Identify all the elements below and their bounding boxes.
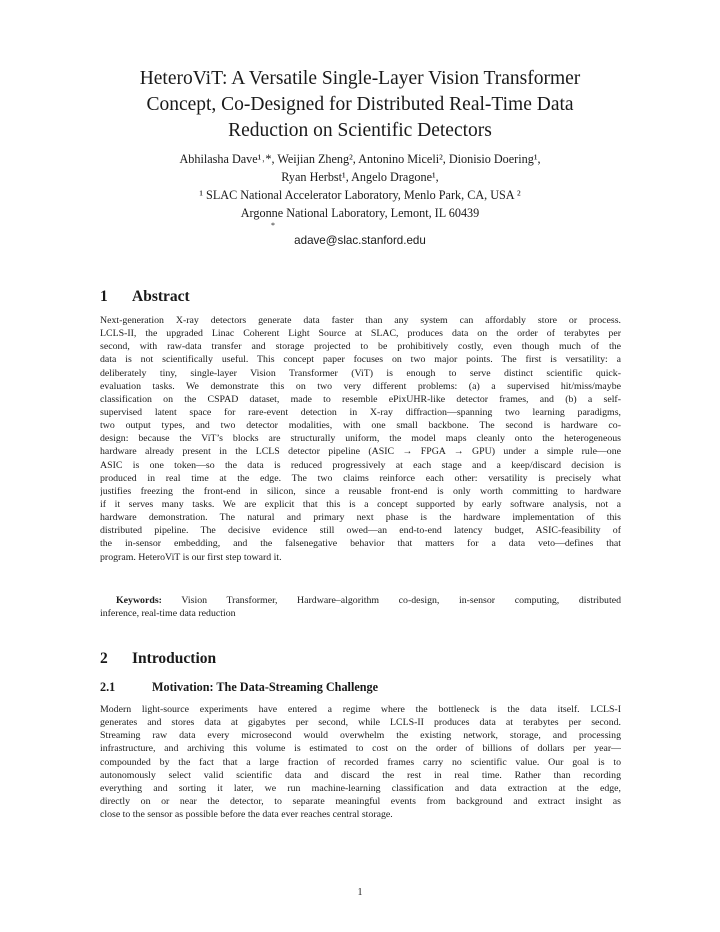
- keywords-text: Vision Transformer, Hardware–algorithm co-design, in-sensor computing, distributed: [181, 595, 621, 606]
- abstract-body: [100, 314, 621, 564]
- subsection-title: Motivation: The Data-Streaming Challenge: [152, 680, 379, 694]
- affiliation-line: Argonne National Laboratory, Lemont, IL 60439: [240, 206, 480, 220]
- motivation-body: [100, 703, 621, 821]
- text-line: Modern light-source experiments have entered a regime where the bottleneck is the data itself. LCLS-I: [100, 704, 621, 715]
- text-line: justifies freezing the front-end in silicon, since a reusable front-end is only worth committing to hardware: [100, 485, 621, 497]
- title-line: HeteroViT: A Versatile Single-Layer Vision Transformer: [139, 68, 581, 89]
- keywords-label: Keywords:: [116, 595, 162, 606]
- text-line: produced in real time at the edge. The two claims reinforce each other: versatility is precisely what: [100, 472, 621, 484]
- authors-line: Ryan Herbst¹, Angelo Dragone¹,: [281, 170, 439, 184]
- text-line: distributed pipeline. The decisive evidence still owed—an end-to-end latency budget, ASIC-feasibility of: [100, 525, 621, 537]
- text-line: evaluation tasks. We demonstrate this on two very different problems: (a) a supervised hit/miss/maybe: [100, 380, 621, 392]
- text-line: second, with raw-data transfer and storage projected to be prohibitively costly, even though much of the: [100, 341, 621, 353]
- text-line: infrastructure, and archiving this volume is estimated to cost on the order of billions of dollars per year—: [100, 743, 621, 755]
- text-line: two output types, and two detector modalities, with one small backbone. The second is hardware co-: [100, 420, 621, 432]
- text-line: classification on the CSPAD dataset, made to resemble ePixUHR-like detector frames, and (b) a self-: [100, 393, 621, 405]
- text-line: compounded by the fact that a large fraction of recorded frames carry no scientific value. Our goal is to: [100, 756, 621, 768]
- section-title: Introduction: [132, 650, 217, 667]
- text-line: Streaming raw data every microsecond would overwhelm the existing network, storage, and processing: [100, 730, 621, 742]
- section-number: 1: [100, 288, 108, 305]
- section-number: 2: [100, 650, 108, 667]
- keywords-text: inference, real-time data reduction: [100, 608, 236, 620]
- text-line: directly on or near the detector, to separate meaningful events from background and extract insight as: [100, 795, 621, 807]
- text-line: supervised latent space for rare-event detection in X-ray diffraction—spanning two learning paradigms,: [100, 406, 621, 418]
- text-line: autonomously select valid scientific data and discard the rest in real time. Rather than recording: [100, 769, 621, 781]
- text-line: hardware demonstration. The natural and primary next phase is the hardware implementation of this: [100, 512, 621, 524]
- corresponding-author-marker: *: [271, 221, 275, 230]
- text-line: program. HeteroViT is our first step toward it.: [100, 551, 282, 563]
- text-line: LCLS-II, the upgraded Linac Coherent Light Source at SLAC, produces data on the order of terabytes per: [100, 328, 621, 340]
- text-line: design: because the ViT’s blocks are structurally uniform, the model maps cleanly onto the heterogeneous: [100, 433, 621, 445]
- author-email: adave@slac.stanford.edu: [294, 234, 426, 247]
- text-line: generates and stores data at gigabytes per second, while LCLS-II produces data at terabytes per second.: [100, 717, 621, 729]
- title-line: Reduction on Scientific Detectors: [228, 120, 492, 141]
- text-line: the in-sensor embedding, and the falsenegative behavior that matters for a data veto—defines that: [100, 538, 621, 550]
- section-title: Abstract: [132, 288, 190, 305]
- text-line: if it serves many tasks. We are explicit that this is a concept supported by early software analysis, not a: [100, 498, 621, 510]
- text-line: Next-generation X-ray detectors generate data faster than any system can affordably store or process.: [100, 315, 621, 326]
- text-line: close to the sensor as possible before the data ever reaches central storage.: [100, 809, 393, 821]
- text-line: hardware already present in the LCLS detector pipeline (ASIC → FPGA → GPU) under a simple rule—one: [100, 446, 621, 458]
- text-line: ASIC is one token—so the data is reduced progressively at each stage and a keep/discard decision is: [100, 459, 621, 471]
- text-line: deliberately tiny, single-layer Vision Transformer (ViT) is enough to serve distinct scientific quick-: [100, 367, 621, 379]
- text-line: everything and sorting it later, we run machine-learning classification and data extraction at the edge,: [100, 782, 621, 794]
- keywords: [100, 594, 621, 620]
- affiliation-line: ¹ SLAC National Accelerator Laboratory, Menlo Park, CA, USA ²: [199, 188, 521, 202]
- page-number: 1: [357, 887, 363, 898]
- subsection-number: 2.1: [100, 680, 116, 694]
- title-line: Concept, Co-Designed for Distributed Real-Time Data: [146, 94, 574, 115]
- text-line: data is not scientifically useful. This concept paper focuses on two major points. The first is versatility: a: [100, 354, 621, 366]
- paper-title: [60, 66, 660, 144]
- authors-line: Abhilasha Dave¹˒*, Weijian Zheng², Antonino Miceli², Dionisio Doering¹,: [179, 152, 541, 166]
- author-block: [60, 150, 660, 222]
